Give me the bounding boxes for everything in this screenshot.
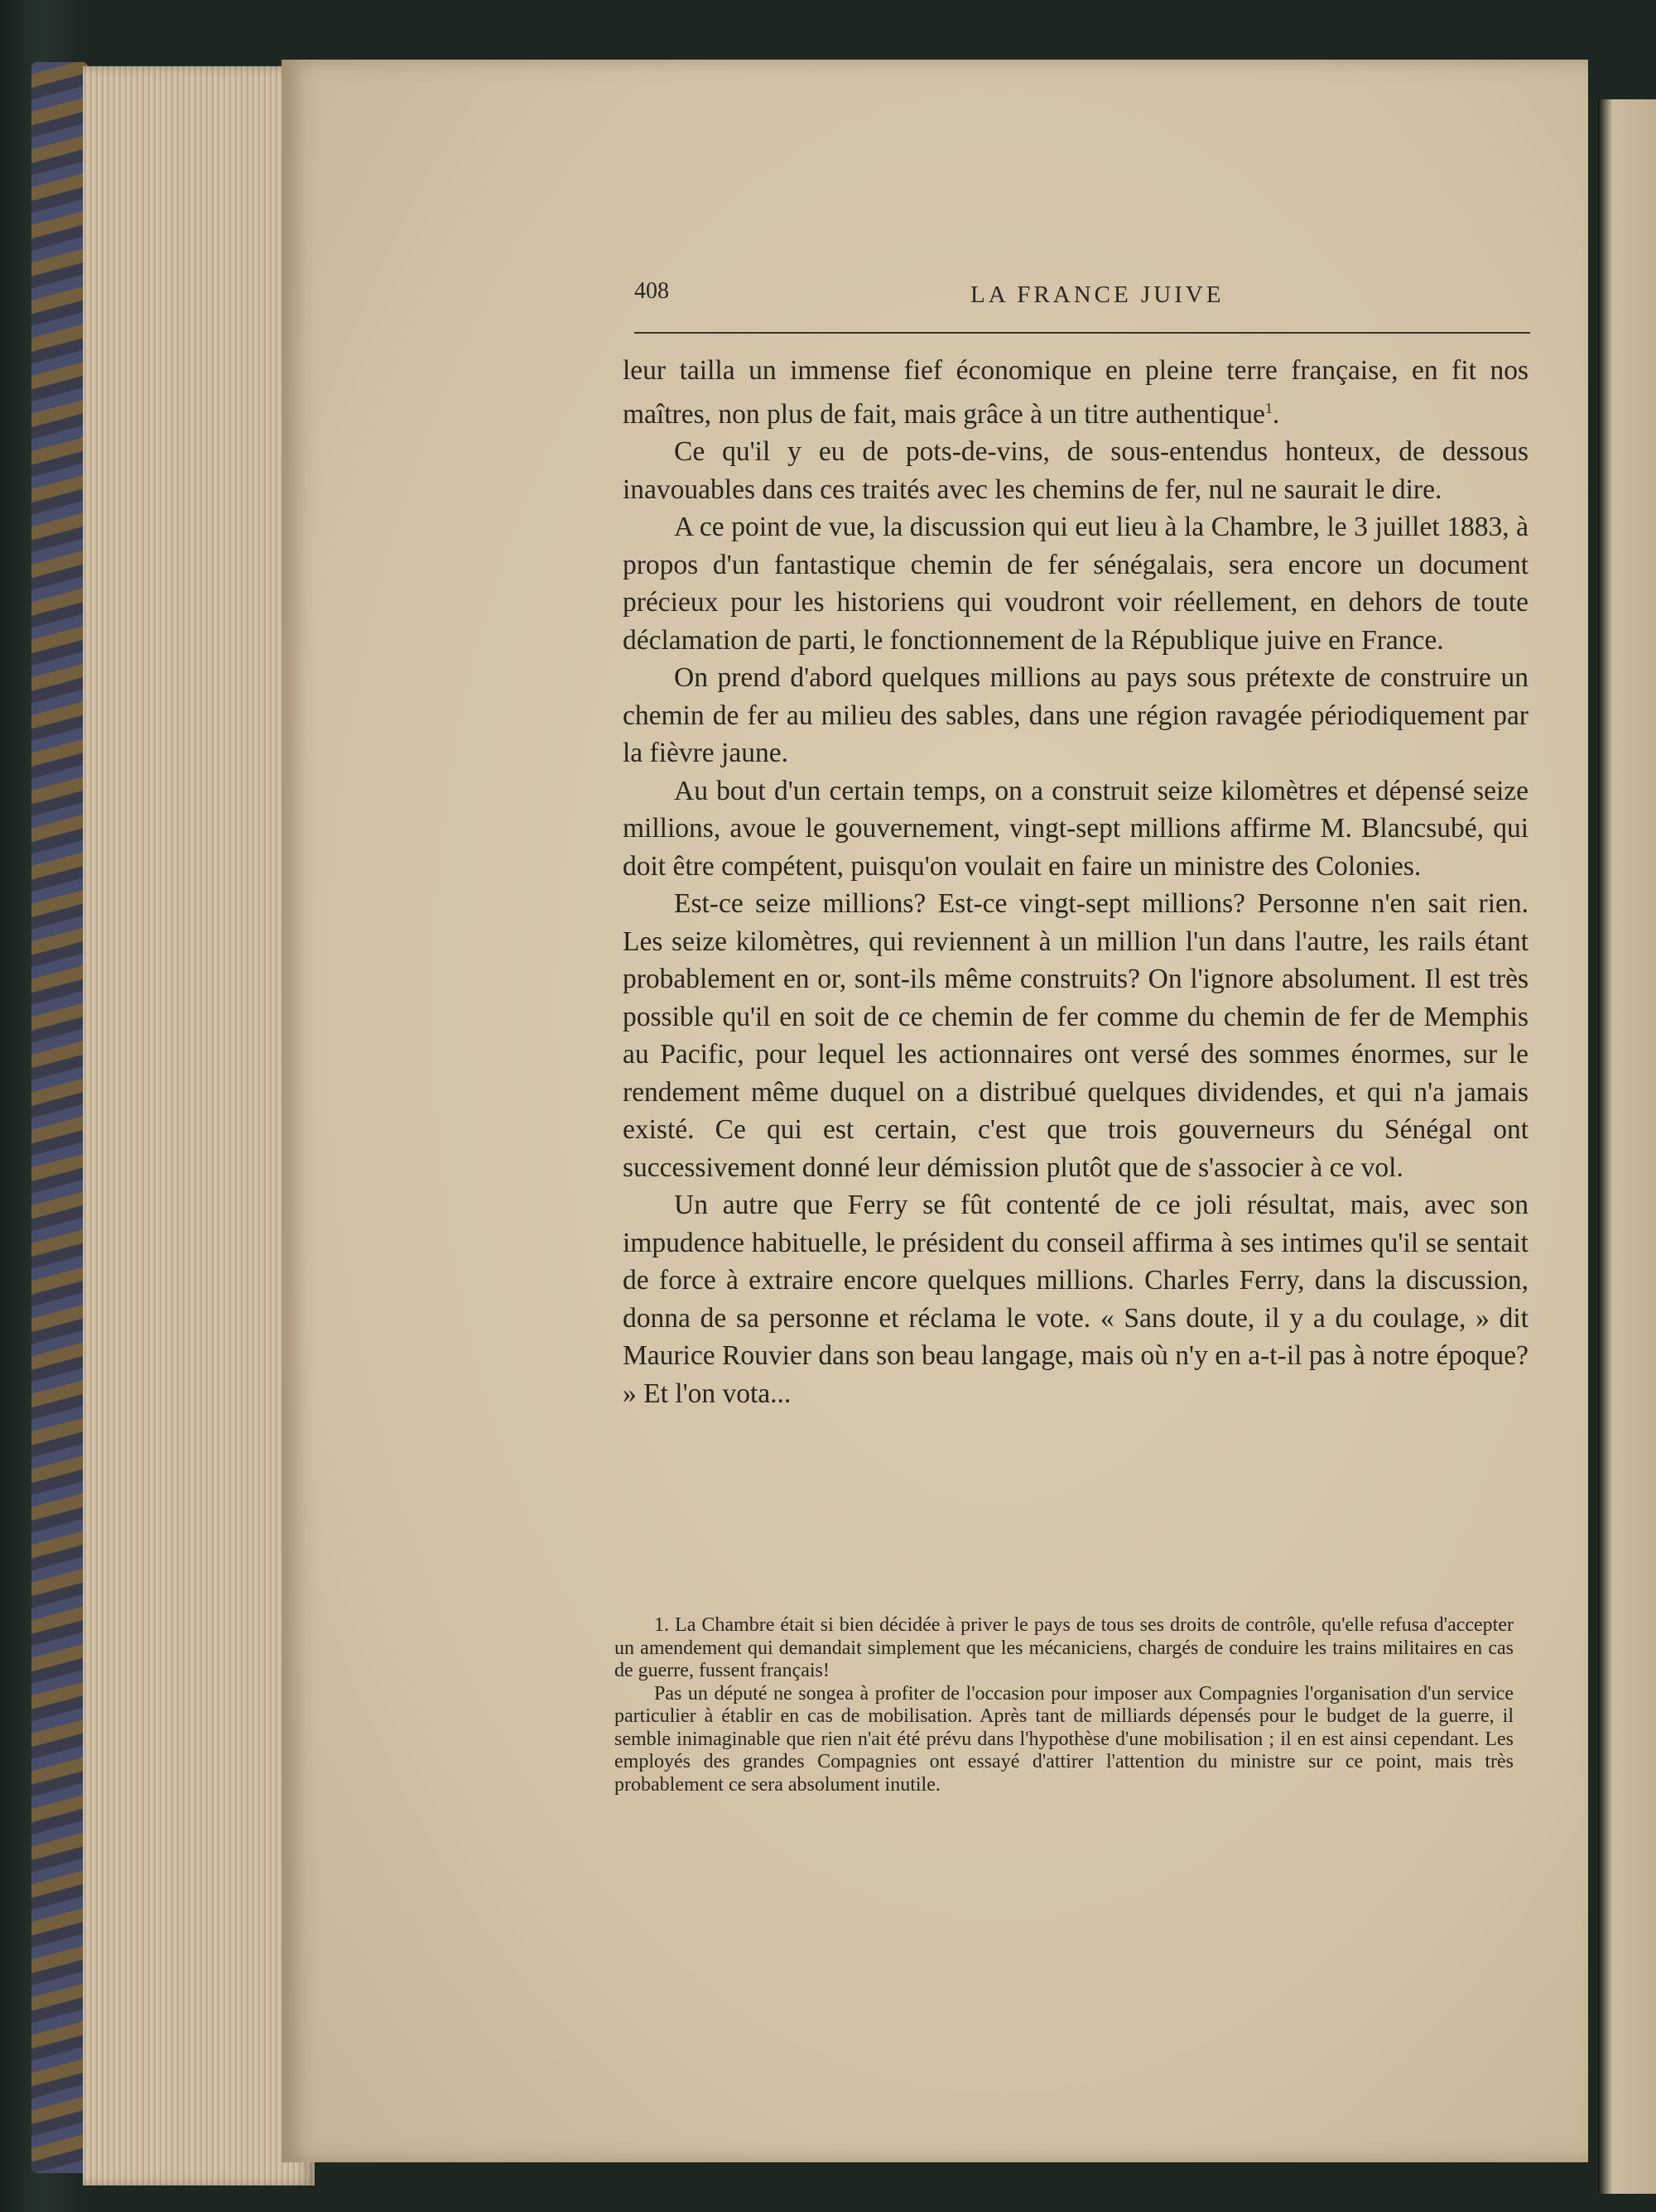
body-paragraph: A ce point de vue, la discussion qui eut lieu à la Chambre, le 3 juillet 1883, à propos d'un fantastique chemin de fer sénégalais, sera encore un document précieux pour les historiens qui voudront voir réellement, en dehors de toute déclamation de parti, le fonctionnement de la République juive en France. — [623, 512, 1528, 656]
footnote-paragraph: 1. La Chambre était si bien décidée à priver le pays de tous ses droits de contrôle, qu'elle refusa d'accepter un amendement qui demandait simplement que les mécaniciens, chargés de conduire les trains militaires en cas de guerre, fussent français! — [614, 1614, 1514, 1681]
body-paragraph: Ce qu'il y eu de pots-de-vins, de sous-entendus honteux, de dessous inavouables dans ces traités avec les chemins de fer, nul ne saurait le dire. — [623, 436, 1528, 505]
body-paragraph: leur tailla un immense fief économique en pleine terre française, en fit nos maîtres, non plus de fait, mais grâce à un titre authentique$^1$. — [623, 355, 1528, 430]
page-number: 408 — [634, 278, 669, 304]
footnote-paragraph: Pas un député ne songea à profiter de l'occasion pour imposer aux Compagnies l'organisation d'un service particulier à établir en cas de mobilisation. Après tant de milliards dépensés pour le budget de la guerre, il semble inimaginable que rien n'ait été prévu dans l'hypothèse d'une mobilisation ; il en est ainsi cependant. Les employés des grandes Compagnies ont essayé d'attirer l'attention du ministre sur ce point, mais très probablement ce sera absolument inutile. — [614, 1682, 1514, 1796]
body-paragraph: Est-ce seize millions? Est-ce vingt-sept millions? Personne n'en sait rien. Les seize kilomètres, qui reviennent à un million l'un dans l'autre, les rails étant probablement en or, sont-ils même construits? On l'ignore absolument. Il est très possible qu'il en soit de ce chemin de fer comme du chemin de fer de Memphis au Pacific, pour lequel les actionnaires ont versé des sommes énormes, sur le rendement même duquel on a distribué quelques dividendes, et qui n'a jamais existé. Ce qui est certain, c'est que trois gouverneurs du Sénégal ont successivement donné leur démission plutôt que de s'associer à ce vol. — [623, 888, 1528, 1183]
body-text — [623, 352, 1528, 1412]
body-paragraph: On prend d'abord quelques millions au pays sous prétexte de construire un chemin de fer au milieu des sables, dans une région ravagée périodiquement par la fièvre jaune. — [623, 662, 1528, 769]
page-header — [634, 278, 1528, 318]
body-paragraph: Au bout d'un certain temps, on a construit seize kilomètres et dépensé seize millions, avoue le gouvernement, vingt-sept millions affirme M. Blancsubé, qui doit être compétent, puisqu'on voulait en faire un ministre des Colonies. — [623, 775, 1528, 882]
footnote-reference: 1 — [1264, 399, 1273, 416]
body-paragraph: Un autre que Ferry se fût contenté de ce joli résultat, mais, avec son impudence habituelle, le président du conseil affirma à ses intimes qu'il se sentait de force à extraire encore quelques millions. Charles Ferry, dans la discussion, donna de sa personne et réclama le vote. « Sans doute, il y a du coulage, » dit Maurice Rouvier dans son beau langage, mais où n'y en a-t-il pas à notre époque? » Et l'on vota... — [623, 1190, 1528, 1409]
footnotes — [614, 1614, 1514, 1796]
marbled-binding — [31, 62, 88, 2173]
running-title: LA FRANCE JUIVE — [970, 281, 1225, 308]
header-rule — [634, 332, 1530, 334]
page-stack-edge — [83, 66, 315, 2186]
next-page-edge — [1598, 99, 1656, 2194]
